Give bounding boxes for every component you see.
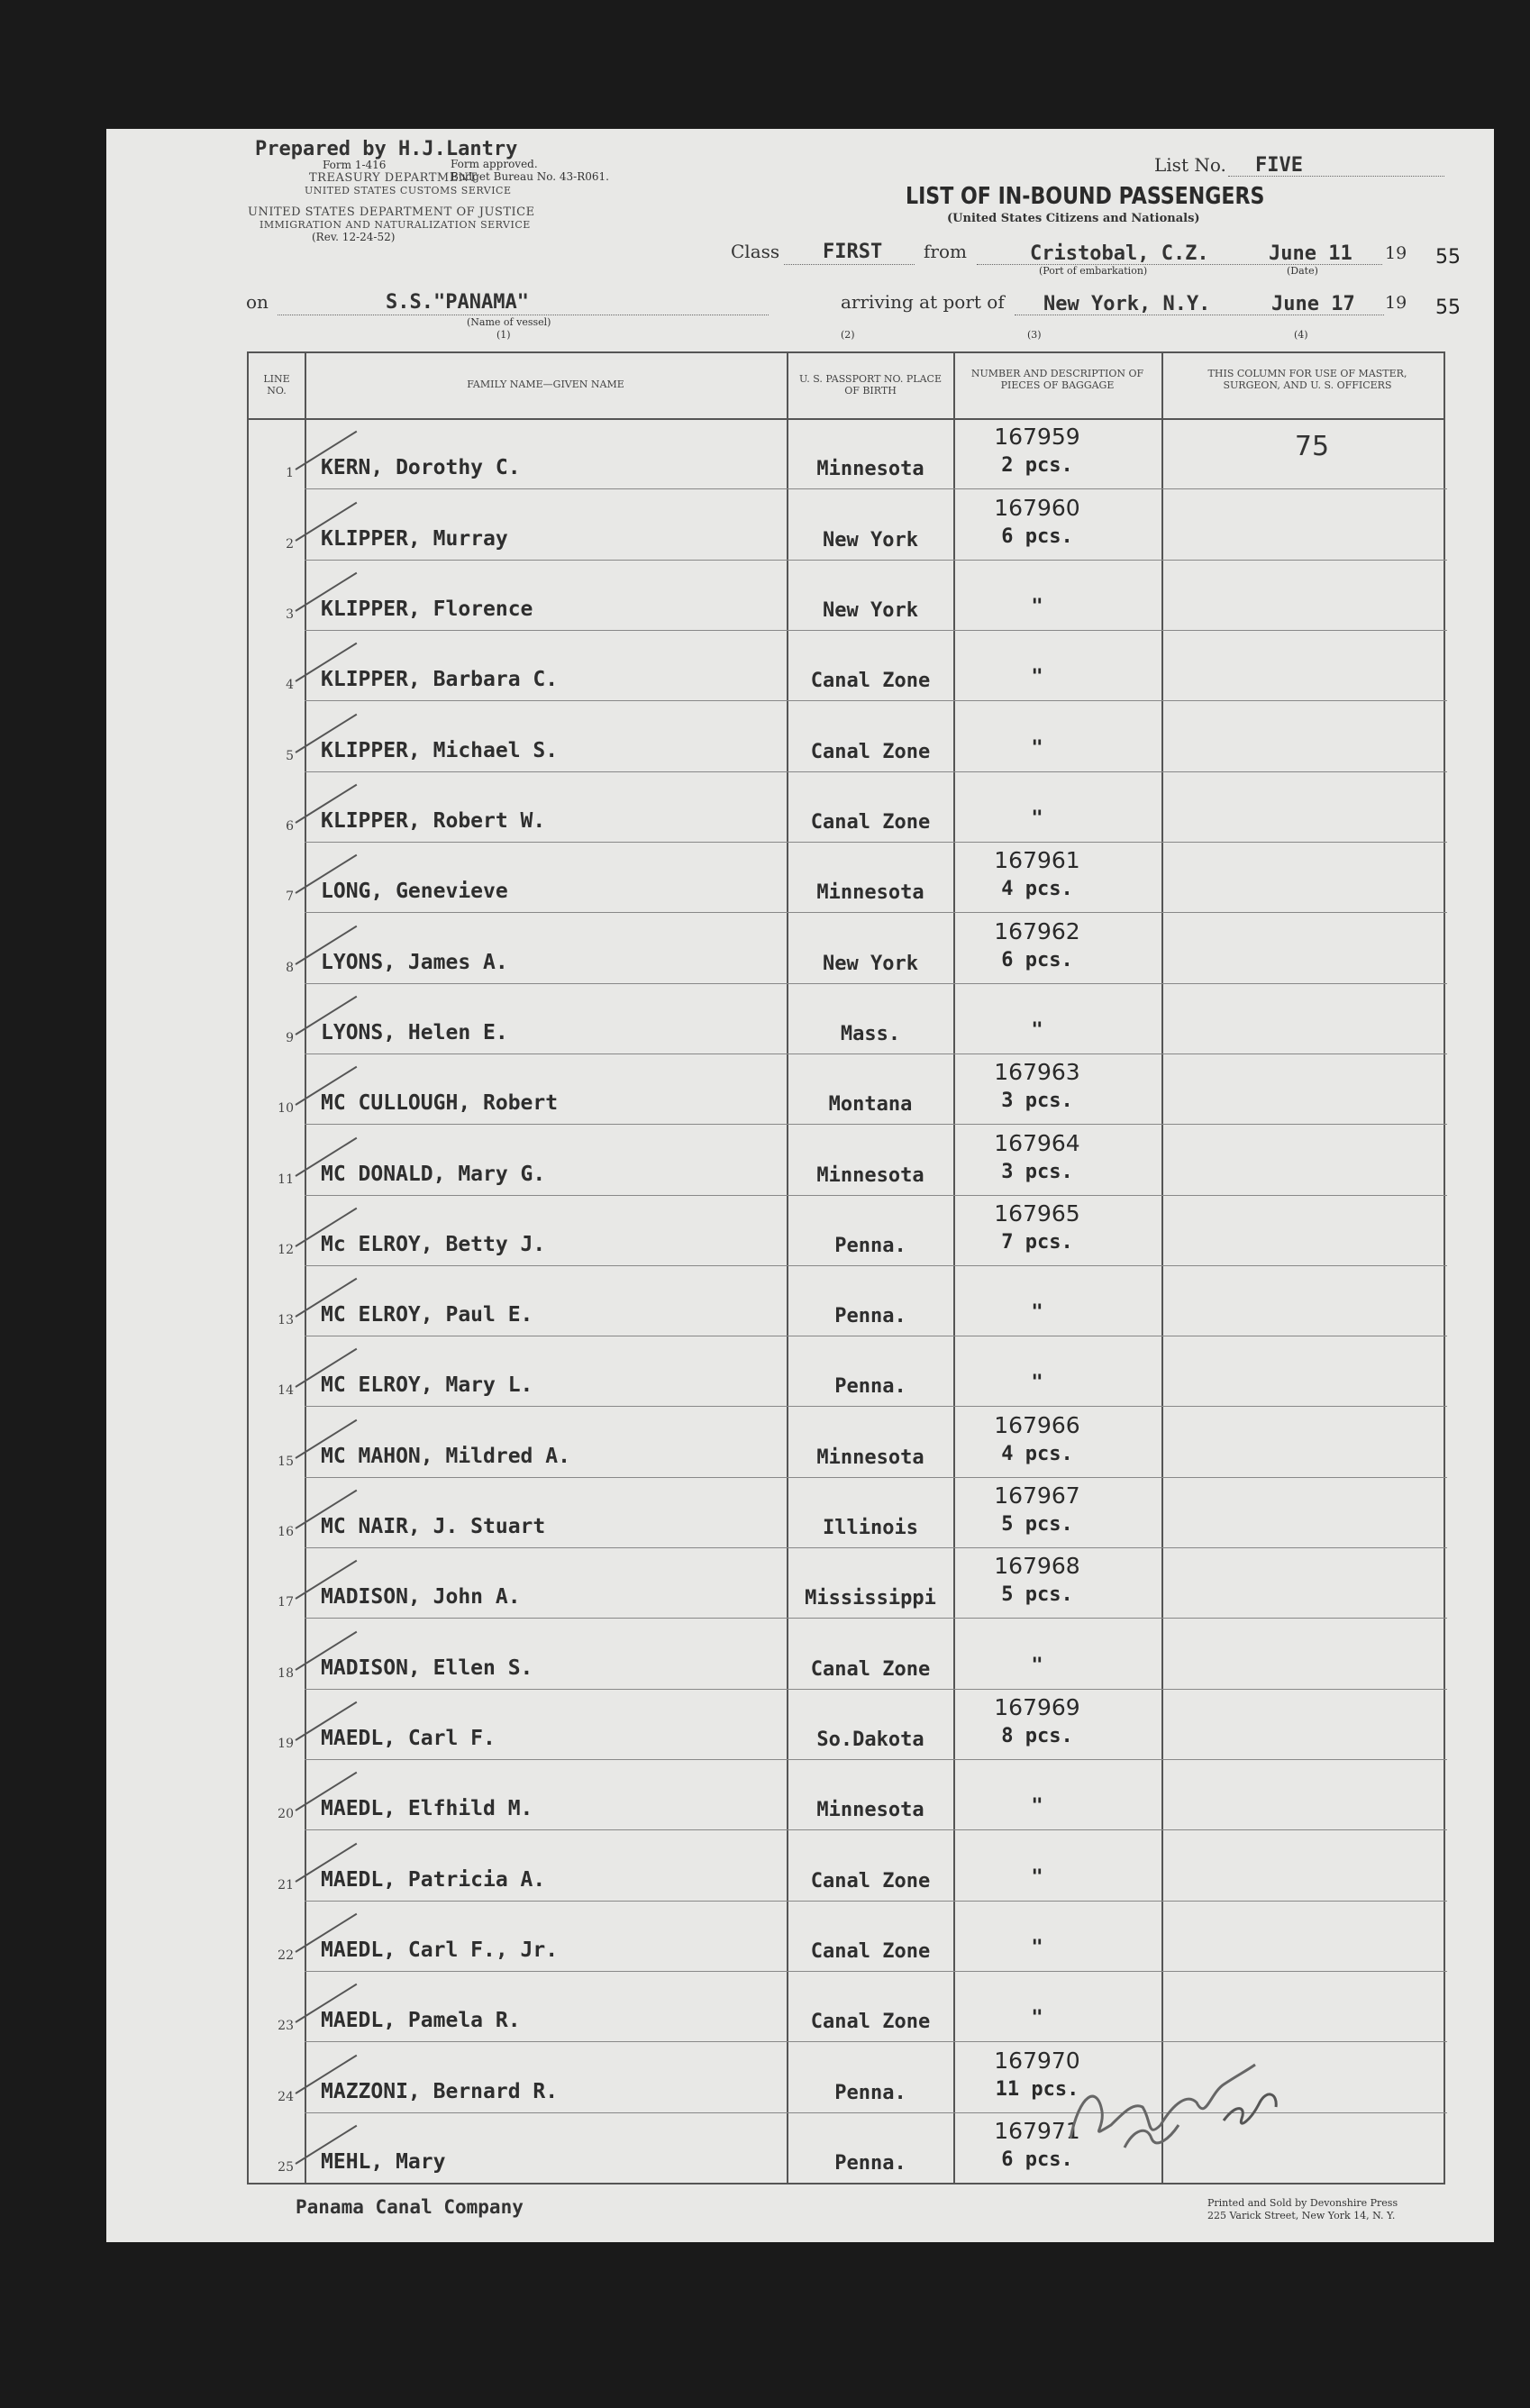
dept-justice: UNITED STATES DEPARTMENT OF JUSTICE (248, 205, 535, 219)
passenger-name: MC CULLOUGH, Robert (321, 1091, 559, 1116)
place-of-birth: Mississippi (805, 1587, 936, 1610)
year-prefix-2: 19 (1385, 293, 1407, 313)
line-number: 3 (286, 607, 294, 622)
col-header-officers: THIS COLUMN FOR USE OF MASTER, SURGEON, AND U. S. OFFICERS (1207, 368, 1407, 391)
place-of-birth: Penna. (834, 2081, 906, 2104)
baggage-number: 167964 (994, 1129, 1080, 1156)
manifest-page (106, 129, 1494, 2242)
year-2: 55 (1435, 296, 1461, 319)
line-number: 2 (286, 536, 294, 552)
line-number: 5 (286, 748, 294, 763)
list-no-label: List No. (1154, 154, 1226, 176)
baggage-pieces: 4 pcs. (1001, 1442, 1073, 1465)
place-of-birth: Canal Zone (810, 1869, 931, 1893)
arriving-port: New York, N.Y. (1043, 293, 1211, 315)
line-number: 17 (278, 1595, 294, 1610)
line-number: 24 (278, 2089, 294, 2104)
line-number: 14 (278, 1383, 294, 1399)
col-header-passport: U. S. PASSPORT NO. PLACE OF BIRTH (798, 373, 943, 397)
line-number: 12 (278, 1242, 294, 1257)
class-line (784, 264, 915, 265)
passenger-name: LONG, Genevieve (321, 880, 508, 904)
col-header-line-no: LINE NO. (263, 373, 290, 397)
place-of-birth: So.Dakota (816, 1728, 924, 1752)
table-row (249, 1971, 1447, 2041)
place-of-birth: New York (823, 952, 918, 975)
col1-note: (1) (496, 329, 511, 341)
baggage-pieces: 2 pcs. (1001, 454, 1073, 478)
baggage-pieces: 7 pcs. (1001, 1230, 1073, 1254)
place-of-birth: Canal Zone (810, 810, 931, 834)
document-subtitle: (United States Citizens and Nationals) (947, 212, 1200, 225)
line-number: 7 (286, 889, 294, 905)
place-of-birth: Minnesota (816, 1446, 924, 1469)
passenger-name: MC DONALD, Mary G. (321, 1162, 546, 1186)
place-of-birth: Canal Zone (810, 1940, 931, 1964)
date-note-1: (Date) (1287, 265, 1318, 277)
baggage-pieces: " (1031, 1301, 1043, 1325)
passenger-table (247, 351, 1445, 2185)
table-row (249, 1054, 1447, 1124)
table-row (249, 842, 1447, 912)
place-of-birth: Penna. (834, 1375, 906, 1399)
passenger-name: MAEDL, Carl F., Jr. (321, 1938, 559, 1963)
passenger-name: LYONS, Helen E. (321, 1020, 508, 1044)
table-row (249, 488, 1447, 559)
line-number: 6 (286, 818, 294, 834)
place-of-birth: Mass. (840, 1022, 901, 1045)
passenger-name: MC NAIR, J. Stuart (321, 1515, 546, 1539)
passenger-name: KLIPPER, Robert W. (321, 808, 546, 833)
place-of-birth: Minnesota (816, 1163, 924, 1187)
printer-line-1: Printed and Sold by Devonshire Press (1207, 2197, 1398, 2209)
line-number: 19 (278, 1737, 294, 1752)
place-of-birth: New York (823, 598, 918, 622)
table-row (249, 1124, 1447, 1194)
line-number: 25 (278, 2159, 294, 2175)
baggage-number: 167967 (994, 1482, 1080, 1510)
from-port: Cristobal, C.Z. (1030, 242, 1209, 265)
baggage-pieces: " (1031, 807, 1043, 830)
table-row (249, 912, 1447, 982)
dept-immigration: IMMIGRATION AND NATURALIZATION SERVICE (260, 219, 531, 231)
table-row (249, 630, 1447, 700)
table-row (249, 560, 1447, 630)
line-number: 22 (278, 1948, 294, 1964)
place-of-birth: Canal Zone (810, 2011, 931, 2034)
baggage-pieces: " (1031, 1937, 1043, 1960)
baggage-pieces: 6 pcs. (1001, 2148, 1073, 2171)
passenger-name: MEHL, Mary (321, 2149, 446, 2174)
class-value: FIRST (823, 241, 883, 263)
form-number: Form 1-416 (323, 159, 387, 171)
passenger-name: MAEDL, Pamela R. (321, 2009, 521, 2033)
dept-treasury: TREASURY DEPARTMENT (309, 171, 478, 185)
table-row (249, 1759, 1447, 1829)
baggage-number: 167971 (994, 2117, 1080, 2144)
baggage-pieces: " (1031, 666, 1043, 689)
arriving-label: arriving at port of (841, 291, 1005, 313)
passenger-name: MC ELROY, Paul E. (321, 1303, 533, 1327)
line-number: 16 (278, 1525, 294, 1540)
document-title: LIST OF IN-BOUND PASSENGERS (906, 183, 1265, 210)
line-number: 23 (278, 2019, 294, 2034)
col-header-name: FAMILY NAME—GIVEN NAME (467, 379, 624, 390)
table-row (249, 1829, 1447, 1900)
place-of-birth: Canal Zone (810, 670, 931, 693)
passenger-name: KLIPPER, Michael S. (321, 738, 559, 762)
table-row (249, 1618, 1447, 1688)
col2-note: (2) (841, 329, 855, 341)
line-number: 20 (278, 1807, 294, 1822)
class-label: Class (731, 241, 780, 262)
baggage-number: 167966 (994, 1411, 1080, 1438)
dept-customs: UNITED STATES CUSTOMS SERVICE (305, 185, 512, 196)
baggage-pieces: 6 pcs. (1001, 948, 1073, 971)
place-of-birth: Illinois (823, 1517, 918, 1540)
place-of-birth: Penna. (834, 1234, 906, 1257)
col-header-baggage: NUMBER AND DESCRIPTION OF PIECES OF BAGGAGE (970, 368, 1144, 391)
vessel-name: S.S."PANAMA" (386, 291, 529, 314)
printer-line-2: 225 Varick Street, New York 14, N. Y. (1207, 2210, 1396, 2221)
passenger-name: KLIPPER, Barbara C. (321, 668, 559, 692)
place-of-birth: Penna. (834, 1305, 906, 1328)
passenger-name: MC ELROY, Mary L. (321, 1373, 533, 1398)
vessel-note: (Name of vessel) (467, 316, 551, 328)
from-label: from (924, 241, 967, 262)
passenger-name: LYONS, James A. (321, 950, 508, 974)
place-of-birth: Montana (828, 1093, 913, 1117)
table-row (249, 1689, 1447, 1759)
baggage-pieces: 11 pcs. (995, 2077, 1079, 2101)
table-row (249, 700, 1447, 771)
baggage-pieces: " (1031, 1018, 1043, 1042)
baggage-pieces: 4 pcs. (1001, 878, 1073, 901)
table-row (249, 1265, 1447, 1336)
baggage-number: 167961 (994, 847, 1080, 874)
revision: (Rev. 12-24-52) (312, 231, 396, 243)
baggage-number: 167960 (994, 494, 1080, 521)
place-of-birth: Minnesota (816, 1799, 924, 1822)
baggage-pieces: " (1031, 2007, 1043, 2030)
baggage-pieces: 5 pcs. (1001, 1583, 1073, 1607)
baggage-number: 167968 (994, 1553, 1080, 1580)
col3-note: (3) (1027, 329, 1042, 341)
from-date: June 11 (1269, 242, 1352, 265)
baggage-number: 167969 (994, 1694, 1080, 1721)
table-row (249, 1547, 1447, 1618)
officer-note: 75 (1294, 431, 1330, 463)
budget-bureau: Budget Bureau No. 43-R061. (451, 170, 609, 183)
passenger-name: MC MAHON, Mildred A. (321, 1444, 570, 1468)
baggage-number: 167962 (994, 917, 1080, 944)
baggage-pieces: " (1031, 1795, 1043, 1819)
baggage-pieces: " (1031, 1865, 1043, 1889)
passenger-name: MAEDL, Carl F. (321, 1727, 496, 1751)
line-number: 21 (278, 1877, 294, 1893)
passenger-name: KERN, Dorothy C. (321, 456, 521, 480)
line-number: 13 (278, 1313, 294, 1328)
table-row (249, 1901, 1447, 1971)
passenger-name: MAEDL, Elfhild M. (321, 1797, 533, 1821)
place-of-birth: Canal Zone (810, 740, 931, 763)
line-number: 11 (278, 1172, 294, 1187)
list-no-value: FIVE (1255, 154, 1303, 177)
year-1: 55 (1435, 246, 1461, 269)
table-row (249, 1336, 1447, 1406)
baggage-pieces: " (1031, 736, 1043, 760)
baggage-pieces: 3 pcs. (1001, 1160, 1073, 1183)
year-prefix-1: 19 (1385, 243, 1407, 263)
baggage-pieces: 8 pcs. (1001, 1725, 1073, 1748)
baggage-pieces: 3 pcs. (1001, 1090, 1073, 1113)
baggage-pieces: " (1031, 1654, 1043, 1677)
line-number: 10 (278, 1101, 294, 1117)
baggage-number: 167959 (994, 424, 1080, 451)
table-row (249, 771, 1447, 842)
table-row (249, 1477, 1447, 1547)
baggage-number: 167970 (994, 2047, 1080, 2074)
company-footer: Panama Canal Company (296, 2196, 524, 2218)
place-of-birth: Minnesota (816, 458, 924, 481)
on-label: on (246, 291, 269, 313)
passenger-name: Mc ELROY, Betty J. (321, 1232, 546, 1256)
table-row (249, 1406, 1447, 1476)
line-number: 4 (286, 678, 294, 693)
line-number: 1 (286, 466, 294, 481)
passenger-name: MAZZONI, Bernard R. (321, 2079, 559, 2103)
baggage-pieces: 5 pcs. (1001, 1513, 1073, 1537)
passenger-name: MADISON, Ellen S. (321, 1656, 533, 1680)
form-approved: Form approved. (451, 158, 538, 170)
col4-note: (4) (1294, 329, 1308, 341)
passenger-name: KLIPPER, Florence (321, 597, 533, 621)
place-of-birth: Minnesota (816, 881, 924, 905)
baggage-number: 167963 (994, 1059, 1080, 1086)
line-number: 9 (286, 1030, 294, 1045)
line-number: 15 (278, 1454, 294, 1469)
table-row (249, 418, 1447, 488)
baggage-pieces: " (1031, 1372, 1043, 1395)
embarkation-note: (Port of embarkation) (1039, 265, 1148, 277)
place-of-birth: Canal Zone (810, 1657, 931, 1681)
handwritten-signature (1061, 2039, 1296, 2157)
table-row (249, 983, 1447, 1054)
place-of-birth: New York (823, 528, 918, 552)
line-number: 18 (278, 1665, 294, 1681)
passenger-name: MADISON, John A. (321, 1585, 521, 1610)
prepared-by: Prepared by H.J.Lantry (255, 138, 518, 160)
baggage-number: 167965 (994, 1199, 1080, 1227)
baggage-pieces: 6 pcs. (1001, 524, 1073, 548)
arriving-date: June 17 (1271, 293, 1355, 315)
place-of-birth: Penna. (834, 2151, 906, 2175)
passenger-name: KLIPPER, Murray (321, 526, 508, 551)
baggage-pieces: " (1031, 595, 1043, 618)
table-row (249, 1195, 1447, 1265)
line-number: 8 (286, 960, 294, 975)
passenger-name: MAEDL, Patricia A. (321, 1867, 546, 1892)
